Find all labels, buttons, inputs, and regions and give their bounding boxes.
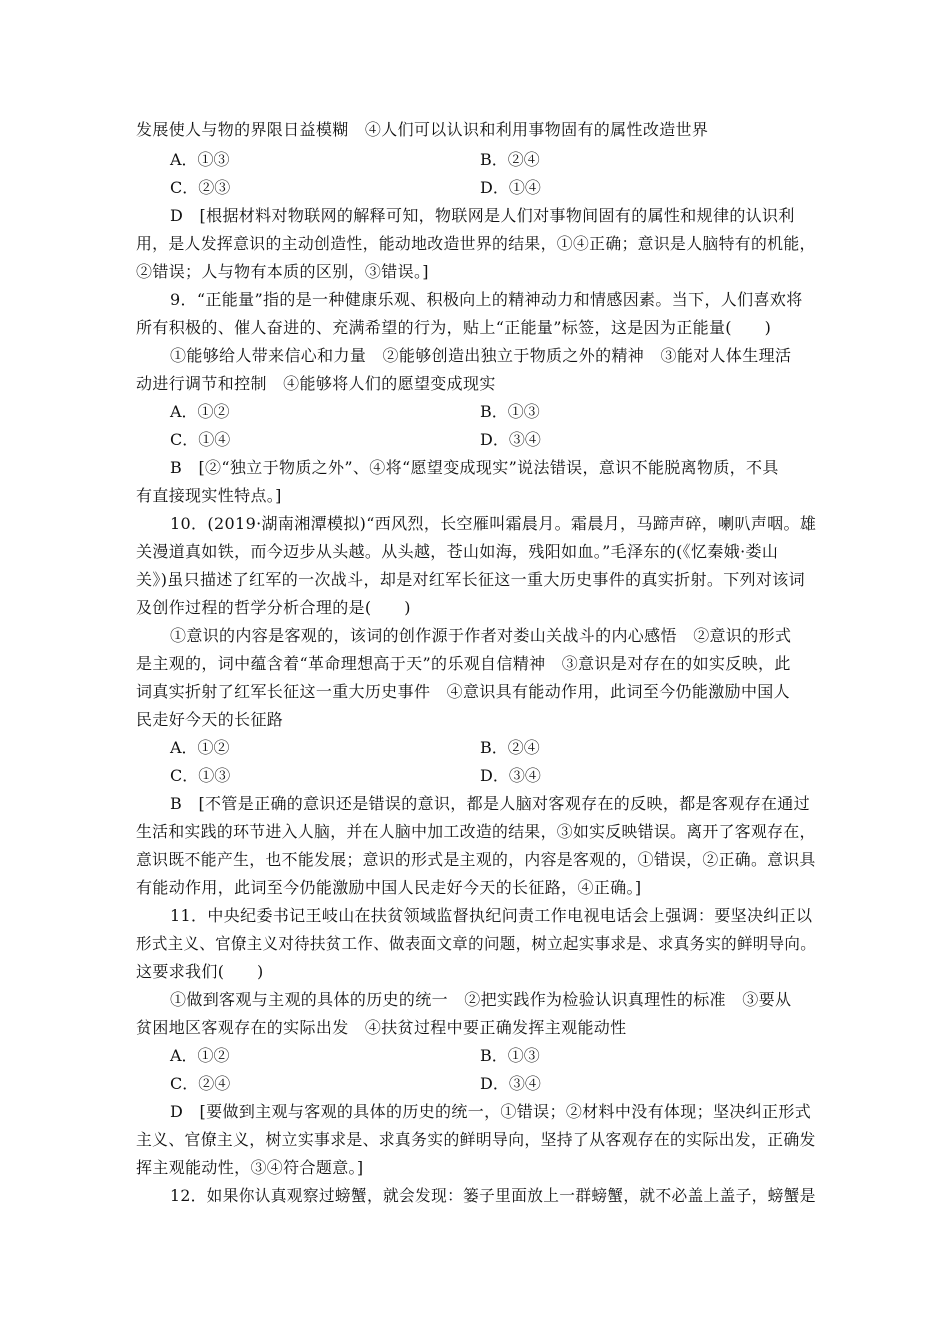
q10-option-a: A．①② — [170, 738, 230, 757]
question-11-stem: 这要求我们( ) — [136, 962, 264, 981]
question-10-statements: 是主观的，词中蕴含着“革命理想高于天”的乐观自信精神 ③意识是对存在的如实反映，此 — [136, 654, 791, 673]
q10-option-d: D．③④ — [480, 766, 541, 785]
q11-answer: D [要做到主观与客观的具体的历史的统一，①错误；②材料中没有体现；坚决纠正形式 — [170, 1102, 812, 1121]
q11-option-b: B．①③ — [480, 1046, 540, 1065]
q11-option-a: A．①② — [170, 1046, 230, 1065]
question-10-statements: 民走好今天的长征路 — [136, 710, 284, 729]
q10-option-c: C．①③ — [170, 766, 231, 785]
q9-answer: 有直接现实性特点。] — [136, 486, 282, 505]
q9-option-b: B．①③ — [480, 402, 540, 421]
q11-option-d: D．③④ — [480, 1074, 541, 1093]
question-11-stem: 11．中央纪委书记王岐山在扶贫领域监督执纪问责工作电视电话会上强调：要坚决纠正以 — [170, 906, 813, 925]
q10-option-b: B．②④ — [480, 738, 540, 757]
q8-answer: D [根据材料对物联网的解释可知，物联网是人们对事物间固有的属性和规律的认识利 — [170, 206, 795, 225]
q9-option-a: A．①② — [170, 402, 230, 421]
q8-option-a: A．①③ — [170, 150, 230, 169]
q10-answer: 生活和实践的环节进入人脑，并在人脑中加工改造的结果，③如实反映错误。离开了客观存在， — [136, 822, 816, 841]
question-9-stem: 所有积极的、催人奋进的、充满希望的行为，贴上“正能量”标签，这是因为正能量( ) — [136, 318, 772, 337]
question-12-stem: 12．如果你认真观察过螃蟹，就会发现：篓子里面放上一群螃蟹，就不必盖上盖子，螃蟹是 — [170, 1186, 816, 1205]
question-11-stem: 形式主义、官僚主义对待扶贫工作、做表面文章的问题，树立起实事求是、求真务实的鲜明导向。 — [136, 934, 817, 953]
question-10-stem: 10．(2019·湖南湘潭模拟)“西风烈，长空雁叫霜晨月。霜晨月，马蹄声碎，喇叭声咽。雄 — [170, 514, 817, 533]
question-8-stem-tail: 发展使人与物的界限日益模糊 ④人们可以认识和利用事物固有的属性改造世界 — [136, 120, 709, 139]
q10-answer: B [不管是正确的意识还是错误的意识，都是人脑对客观存在的反映，都是客观存在通过 — [170, 794, 811, 813]
q9-answer: B [②“独立于物质之外”、④将“愿望变成现实”说法错误，意识不能脱离物质，不具 — [170, 458, 779, 477]
q9-option-c: C．①④ — [170, 430, 231, 449]
question-11-statements: ①做到客观与主观的具体的历史的统一 ②把实践作为检验认识真理性的标准 ③要从 — [170, 990, 792, 1009]
question-10-stem: 及创作过程的哲学分析合理的是( ) — [136, 598, 411, 617]
question-9-statements: 动进行调节和控制 ④能够将人们的愿望变成现实 — [136, 374, 496, 393]
q10-answer: 意识既不能产生，也不能发展；意识的形式是主观的，内容是客观的，①错误，②正确。意识具 — [136, 850, 816, 869]
question-9-statements: ①能够给人带来信心和力量 ②能够创造出独立于物质之外的精神 ③能对人体生理活 — [170, 346, 792, 365]
question-11-statements: 贫困地区客观存在的实际出发 ④扶贫过程中要正确发挥主观能动性 — [136, 1018, 627, 1037]
question-10-stem: 关》)虽只描述了红军的一次战斗，却是对红军长征这一重大历史事件的真实折射。下列对该词 — [136, 570, 805, 589]
question-10-stem: 关漫道真如铁，而今迈步从头越。从头越，苍山如海，残阳如血。”毛泽东的(《忆秦娥·娄山 — [136, 542, 779, 561]
q8-option-d: D．①④ — [480, 178, 541, 197]
question-10-statements: 词真实折射了红军长征这一重大历史事件 ④意识具有能动作用，此词至今仍能激励中国人 — [136, 682, 791, 701]
q8-answer: 用，是人发挥意识的主动创造性，能动地改造世界的结果，①④正确；意识是人脑特有的机能， — [136, 234, 816, 253]
q10-answer: 有能动作用，此词至今仍能激励中国人民走好今天的长征路，④正确。] — [136, 878, 642, 897]
q9-option-d: D．③④ — [480, 430, 541, 449]
q8-option-c: C．②③ — [170, 178, 231, 197]
question-10-statements: ①意识的内容是客观的，该词的创作源于作者对娄山关战斗的内心感悟 ②意识的形式 — [170, 626, 792, 645]
q8-option-b: B．②④ — [480, 150, 540, 169]
q11-option-c: C．②④ — [170, 1074, 231, 1093]
question-9-stem: 9．“正能量”指的是一种健康乐观、积极向上的精神动力和情感因素。当下，人们喜欢将 — [170, 290, 803, 309]
q11-answer: 挥主观能动性，③④符合题意。] — [136, 1158, 364, 1177]
q11-answer: 主义、官僚主义，树立实事求是、求真务实的鲜明导向，坚持了从客观存在的实际出发，正确发 — [136, 1130, 816, 1149]
q8-answer: ②错误；人与物有本质的区别，③错误。] — [136, 262, 429, 281]
